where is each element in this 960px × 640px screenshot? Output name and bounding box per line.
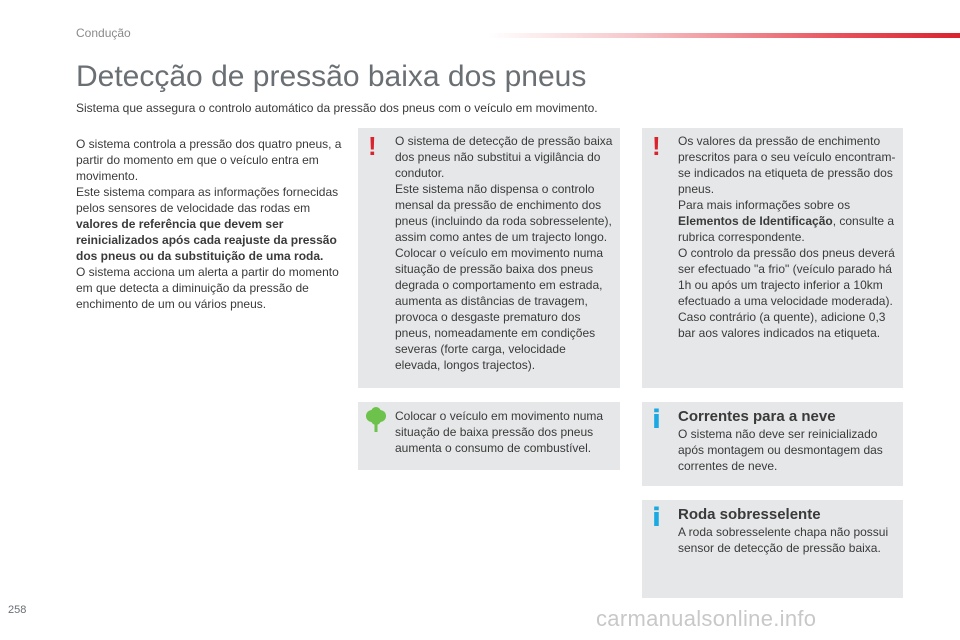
- main-text-column: [76, 136, 344, 312]
- warning-icon: !: [368, 131, 377, 161]
- paragraph: O sistema acciona um alerta a partir do momento em que detecta a diminuição da pressão de enchimento de um ou vários pneus.: [76, 265, 339, 311]
- eco-box-text: Colocar o veículo em movimento numa situação de baixa pressão dos pneus aumenta o consumo de combustível.: [395, 409, 604, 455]
- info-icon: i: [652, 405, 661, 435]
- paragraph: Este sistema compara as informações fornecidas pelos sensores de velocidade das rodas em valores de referência que devem ser reinicializados após cada reajuste da pressão dos pneus ou da substituição de uma roda.: [76, 185, 339, 263]
- intro-text: Sistema que assegura o controlo automático da pressão dos pneus com o veículo em movimento.: [76, 101, 598, 115]
- emphasis-text: valores de referência que devem ser reinicializados após cada reajuste da pressão dos pneus ou da substituição de uma roda.: [76, 217, 337, 263]
- box-heading: Correntes para a neve: [678, 408, 836, 425]
- info-box-spare-content: Roda sobresselente A roda sobresselente chapa não possui sensor de detecção de pressão baixa.: [678, 506, 898, 556]
- watermark: carmanualsonline.info: [596, 606, 817, 631]
- header-accent-bar: [488, 33, 960, 38]
- page-number: 258: [8, 604, 27, 616]
- section-label: Condução: [76, 26, 131, 40]
- warning-box-1-text: O sistema de detecção de pressão baixa dos pneus não substitui a vigilância do condutor. Este sistema não dispensa o controlo mensal da pressão de enchimento dos pneus (incluindo da roda sobresselente), assim como antes de um trajecto longo. Colocar o veículo em movimento numa situação de pressão baixa dos pneus degrada o comportamento em estrada, aumenta as distâncias de travagem, provoca o desgaste prematuro dos pneus, nomeadamente em condições severas (forte carga, velocidade elevada, longos trajectos).: [395, 134, 613, 372]
- info-box-chains-content: Correntes para a neve O sistema não deve ser reinicializado após montagem ou desmontagem das correntes de neve.: [678, 408, 898, 474]
- paragraph: O sistema controla a pressão dos quatro pneus, a partir do momento em que o veículo entra em movimento.: [76, 137, 342, 183]
- page-title: Detecção de pressão baixa dos pneus: [76, 60, 587, 93]
- warning-icon: !: [652, 131, 661, 161]
- box-heading: Roda sobresselente: [678, 506, 821, 523]
- eco-tree-icon: [364, 407, 388, 433]
- emphasis-text: Elementos de Identificação: [678, 214, 833, 228]
- warning-box-2-text: Os valores da pressão de enchimento prescritos para o seu veículo encontram-se indicados na etiqueta de pressão dos pneus. Para mais informações sobre os Elementos de Identificação, consulte a rubrica correspondente. O controlo da pressão dos pneus deverá ser efectuado "a frio" (veículo parado há 1h ou após um trajecto inferior a 10km efectuado a uma velocidade moderada). Caso contrário (a quente), adicione 0,3 bar aos valores indicados na etiqueta.: [678, 134, 896, 340]
- info-icon: i: [652, 503, 661, 533]
